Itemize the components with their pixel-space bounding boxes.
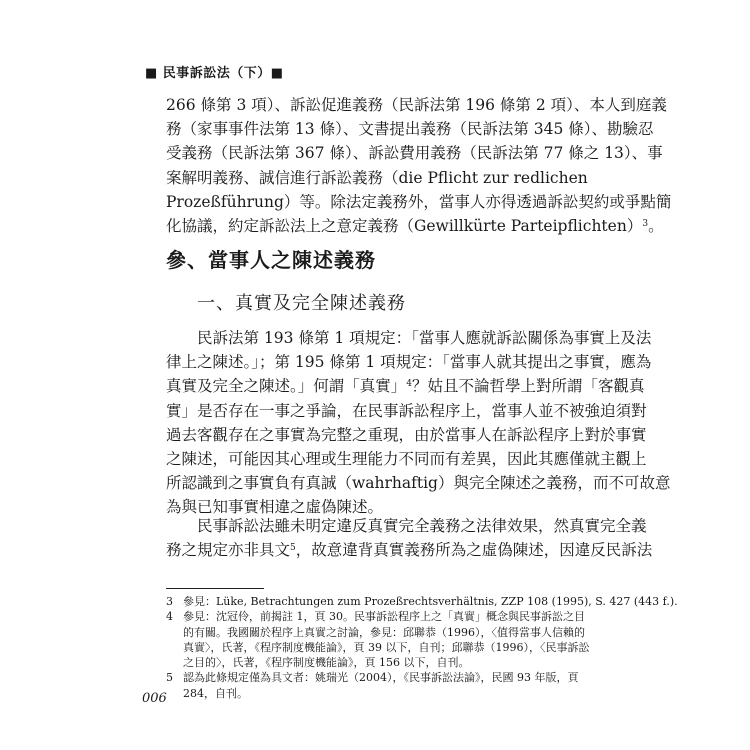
text-fragment: 。 bbox=[648, 217, 664, 236]
text-line: Prozeßführung）等。除法定義務外，當事人亦得透過訴訟契約或爭點簡 bbox=[166, 192, 672, 211]
footnote-line: 的有關。我國關於程序上真實之討論，參見：邱聯恭（1996），〈值得當事人信賴的 bbox=[183, 625, 585, 639]
page-number: 006 bbox=[142, 691, 167, 706]
footnote-ref-4: 4 bbox=[406, 379, 412, 390]
text-line: 為與已知事實相違之虛偽陳述。 bbox=[166, 498, 384, 517]
footnote-ref-5: 5 bbox=[290, 543, 296, 554]
text-line: 所認識到之事實負有真誠（wahrhaftig）與完全陳述之義務，而不可故意 bbox=[166, 474, 671, 493]
footnote-number: 4 bbox=[166, 610, 173, 624]
footnote-divider bbox=[166, 588, 264, 589]
text-line bbox=[166, 514, 647, 538]
sub-heading: 一、真實及完全陳述義務 bbox=[197, 293, 406, 314]
text-line: 受義務（民訴法第 367 條）、訴訟費用義務（民訴法第 77 條之 13）、事 bbox=[166, 144, 663, 163]
footnote-text bbox=[183, 670, 586, 701]
text-line: 之陳述，可能因其心理或生理能力不同而有差異，因此其應僅就主觀上 bbox=[166, 450, 647, 469]
footnote-text bbox=[183, 594, 678, 609]
text-line: 案解明義務、誠信進行訴訟義務（die Pflicht zur redlichen bbox=[166, 168, 588, 187]
footnote-line: 認為此條規定僅為具文者：姚瑞光（2004），《民事訴訟法論》，民國 93 年版，頁 bbox=[183, 671, 579, 685]
text-line bbox=[166, 538, 653, 562]
footnote-3 bbox=[166, 594, 678, 609]
text-line: 務（家事事件法第 13 條）、文書提出義務（民訴法第 345 條）、勘驗忍 bbox=[166, 120, 654, 139]
text-fragment: 民事訴訟法雖未明定違反真實完全義務之法律效果，然真實完全義 bbox=[197, 517, 647, 535]
text-line: 266 條第 3 項）、訴訟促進義務（民訴法第 196 條第 2 項）、本人到庭義 bbox=[166, 96, 667, 114]
section-heading: 參、當事人之陳述義務 bbox=[166, 248, 376, 272]
text-line bbox=[166, 214, 664, 238]
text-line bbox=[166, 326, 652, 350]
footnote-line: 之目的〉，氏著，《程序制度機能論》，頁 156 以下，自刊。 bbox=[183, 656, 470, 670]
footnote-number: 5 bbox=[166, 671, 173, 685]
text-fragment: 化協議，約定訴訟法上之意定義務（Gewillkürte Parteipflichten） bbox=[166, 217, 643, 236]
paragraph-duties-list bbox=[166, 93, 672, 238]
text-fragment: 真實及完全之陳述。」何謂「真實」 bbox=[166, 377, 407, 396]
footnote-5 bbox=[166, 670, 586, 701]
footnote-ref-3: 3 bbox=[642, 219, 649, 230]
footnote-line: 參見：沈冠伶，前揭註 1，頁 30。民事訴訟程序上之「真實」概念與民事訴訟之目 bbox=[183, 610, 585, 624]
footnote-number: 3 bbox=[166, 595, 173, 608]
text-fragment: 務之規定亦非具文 bbox=[166, 541, 291, 560]
text-fragment: ，故意違背真實義務所為之虛偽陳述，因違反民訴法 bbox=[295, 541, 653, 560]
footnote-4 bbox=[166, 609, 590, 670]
footnote-line: 參見：Lüke, Betrachtungen zum Prozeßrechtsverhältnis, ZZP 108 (1995), S. 427 (443 f.). bbox=[183, 595, 678, 608]
running-header: ■ 民事訴訟法（下）■ bbox=[145, 66, 284, 81]
text-fragment: ？姑且不論哲學上對所謂「客觀真 bbox=[412, 377, 645, 396]
footnotes bbox=[166, 594, 678, 701]
footnote-line: 284，自刊。 bbox=[183, 686, 248, 700]
text-fragment: 民訴法第 193 條第 1 項規定：「當事人應就訴訟關係為事實上及法 bbox=[197, 329, 652, 347]
paragraph-truth-duty bbox=[166, 326, 671, 520]
text-line bbox=[166, 374, 645, 398]
text-line: 過去客觀存在之事實為完整之重現，由於當事人在訴訟程序上對於事實 bbox=[166, 425, 647, 444]
footnote-line: 真實〉，氏著，《程序制度機能論》，頁 39 以下，自刊；邱聯恭（1996），〈民事訴訟 bbox=[183, 640, 590, 654]
text-line: 律上之陳述。」；第 195 條第 1 項規定：「當事人就其提出之事實，應為 bbox=[166, 353, 652, 372]
footnote-text bbox=[183, 609, 589, 670]
paragraph-legal-effect bbox=[166, 514, 653, 562]
text-line: 實」是否存在一事之爭論，在民事訴訟程序上，當事人並不被強迫須對 bbox=[166, 401, 647, 420]
